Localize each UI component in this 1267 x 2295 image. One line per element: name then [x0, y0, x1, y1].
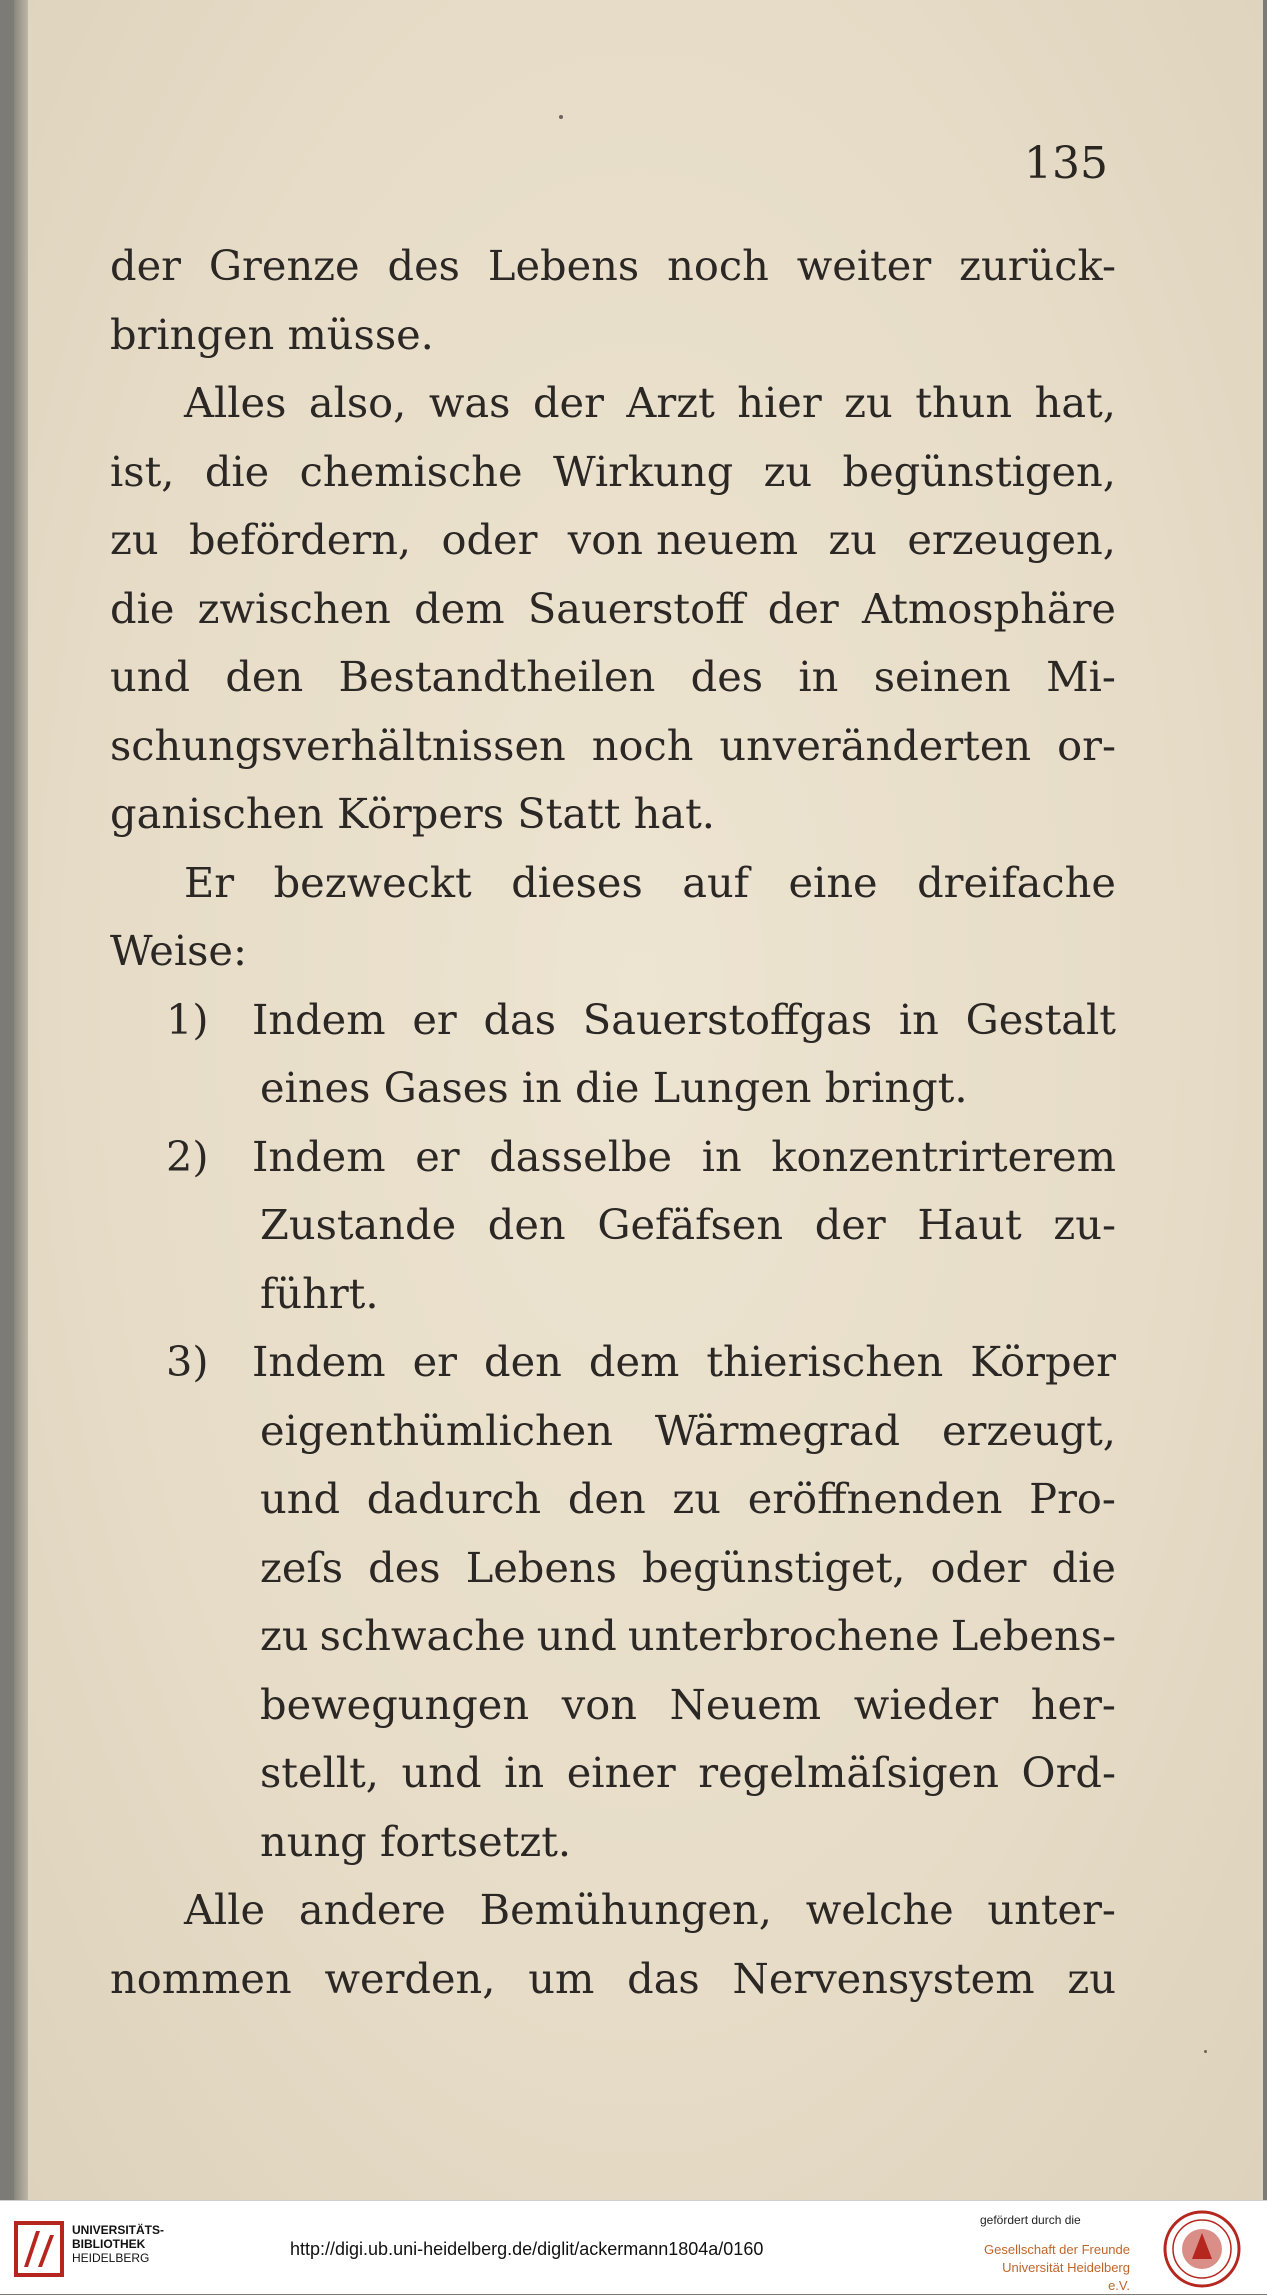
- word: or-: [1057, 720, 1116, 770]
- word: Haut: [917, 1200, 1022, 1249]
- word: thun: [915, 378, 1013, 427]
- word: zu: [844, 378, 893, 427]
- word: in: [898, 994, 939, 1044]
- word: welche: [805, 1885, 954, 1934]
- word: noch: [591, 720, 694, 770]
- text-line: [110, 1876, 1116, 1945]
- word: Arzt: [626, 378, 715, 427]
- word: den: [484, 1337, 562, 1386]
- text-line: [110, 369, 1116, 438]
- word: Grenze: [208, 241, 360, 290]
- page-edge: [14, 0, 28, 2200]
- text-line: [110, 575, 1116, 644]
- word: zu: [110, 515, 159, 564]
- word: einer: [566, 1748, 676, 1797]
- word: zu: [1067, 1953, 1116, 2003]
- word: zu-: [1053, 1200, 1116, 1249]
- word: Wirkung: [552, 446, 734, 496]
- text-line: [252, 986, 1116, 1055]
- word: Atmosphäre: [862, 583, 1116, 633]
- word: stellt,: [260, 1748, 379, 1797]
- word: Mi-: [1046, 652, 1116, 701]
- word: nung fortsetzt.: [260, 1816, 572, 1866]
- word: er: [412, 994, 457, 1044]
- word: Bemühungen,: [479, 1885, 772, 1934]
- word: Pro-: [1029, 1474, 1116, 1523]
- word: chemische: [299, 446, 523, 496]
- text-line: [110, 1945, 1116, 2014]
- text-line: [110, 712, 1116, 781]
- word: dasselbe: [489, 1131, 673, 1181]
- word: Er: [184, 857, 235, 907]
- word: des: [368, 1542, 441, 1592]
- text-line: [110, 849, 1116, 918]
- word: Gefäfsen: [597, 1200, 784, 1249]
- text-line: [110, 1397, 1116, 1466]
- word: Sauerstoffgas: [582, 994, 873, 1044]
- word: zu: [672, 1474, 722, 1523]
- word: des: [690, 652, 764, 701]
- word: und: [536, 1611, 617, 1660]
- word: er: [415, 1131, 460, 1181]
- word: seinen: [873, 652, 1011, 701]
- word: zu: [828, 515, 877, 564]
- word: dreifache: [917, 857, 1116, 907]
- word: erzeugt,: [942, 1405, 1116, 1455]
- page-number: 135: [1024, 138, 1108, 189]
- word: bringen müsse.: [110, 309, 434, 359]
- society-name-line1: Gesellschaft der Freunde: [984, 2242, 1130, 2257]
- text-line: [110, 232, 1116, 301]
- word: die: [1051, 1542, 1116, 1592]
- list-item-number: 1): [166, 994, 209, 1044]
- list-item-number: 3): [166, 1337, 209, 1386]
- word: das: [627, 1953, 700, 2003]
- funded-by-label: gefördert durch die: [980, 2213, 1081, 2227]
- word: Körper: [970, 1337, 1116, 1386]
- word: regelmäſsigen: [698, 1748, 999, 1797]
- word: erzeugen,: [907, 515, 1116, 564]
- word: den: [567, 1474, 646, 1523]
- word: das: [483, 994, 557, 1044]
- word: Weise:: [110, 926, 247, 975]
- university-seal-icon: [1162, 2209, 1242, 2289]
- word: konzentrirterem: [771, 1131, 1116, 1181]
- society-name-line2: Universität Heidelberg e.V.: [1002, 2260, 1130, 2293]
- text-line: [110, 780, 1116, 849]
- word: die: [110, 583, 175, 633]
- list-item-first-line: [110, 1328, 1116, 1397]
- word: und: [260, 1474, 341, 1523]
- text-line: [252, 1123, 1116, 1192]
- word: um: [528, 1953, 595, 2003]
- word: der: [814, 1200, 886, 1249]
- word: zu: [763, 446, 813, 496]
- word: auf: [682, 857, 750, 907]
- word: die: [204, 446, 270, 496]
- word: Alles: [184, 378, 287, 427]
- word: und: [401, 1748, 482, 1797]
- scanned-page: [14, 0, 1263, 2200]
- word: von neuem: [567, 515, 799, 564]
- word: begünstigen,: [842, 446, 1116, 496]
- word: nommen: [110, 1953, 292, 2003]
- word: bewegungen: [260, 1679, 530, 1729]
- word: dadurch: [366, 1474, 542, 1523]
- word: Indem: [252, 1337, 386, 1386]
- word: den: [487, 1200, 566, 1249]
- text-line: [110, 506, 1116, 575]
- word: Indem: [252, 994, 386, 1044]
- word: dem: [588, 1337, 680, 1386]
- word: zeſs: [260, 1542, 344, 1592]
- word: von: [561, 1679, 637, 1729]
- word: unterbrochene: [627, 1611, 940, 1660]
- word: ist,: [110, 446, 175, 496]
- library-name-line2: BIBLIOTHEK: [72, 2237, 146, 2251]
- word: des: [387, 241, 460, 290]
- library-name-line3: HEIDELBERG: [72, 2251, 150, 2265]
- word: Neuem: [669, 1679, 822, 1729]
- word: Bestandtheilen: [338, 652, 656, 701]
- word: andere: [298, 1885, 446, 1934]
- text-line: [110, 1054, 1116, 1123]
- text-line: [110, 1465, 1116, 1534]
- list-item-first-line: [110, 986, 1116, 1055]
- text-line: [110, 1534, 1116, 1603]
- word: dem: [414, 583, 505, 633]
- word: führt.: [260, 1268, 379, 1318]
- permalink-url[interactable]: http://digi.ub.uni-heidelberg.de/diglit/ackermann1804a/0160: [290, 2239, 764, 2259]
- word: Gestalt: [965, 994, 1116, 1044]
- word: in: [798, 652, 839, 701]
- word: bezweckt: [273, 857, 472, 907]
- word: eine: [788, 857, 878, 907]
- word: Zustande: [260, 1200, 457, 1249]
- word: wieder: [853, 1679, 999, 1729]
- word: hat,: [1034, 378, 1116, 427]
- word: er: [412, 1337, 458, 1386]
- text-line: [252, 1328, 1116, 1397]
- word: oder: [441, 515, 538, 564]
- word: zwischen: [197, 583, 391, 633]
- word: unter-: [987, 1885, 1116, 1934]
- word: eröffnenden: [747, 1474, 1003, 1523]
- footer-bar: [0, 2200, 1267, 2294]
- word: und: [110, 652, 191, 701]
- text-line: [110, 1191, 1116, 1260]
- word: zurück-: [959, 241, 1116, 290]
- word: Lebens: [487, 241, 640, 290]
- text-line: [110, 1808, 1116, 1877]
- word: zu: [260, 1611, 309, 1660]
- word: den: [225, 652, 304, 701]
- word: der: [532, 378, 604, 427]
- word: noch: [667, 241, 769, 290]
- word: Sauerstoff: [527, 583, 745, 633]
- word: thierischen: [706, 1337, 944, 1386]
- word: Indem: [252, 1131, 386, 1181]
- word: dieses: [511, 857, 643, 907]
- word: Alle: [184, 1885, 266, 1934]
- word: unveränderten: [719, 720, 1032, 770]
- word: Lebens: [465, 1542, 617, 1592]
- word: eigenthümlichen: [260, 1405, 613, 1455]
- text-line: [110, 438, 1116, 507]
- word: schungsverhältnissen: [110, 720, 566, 770]
- word: Ord-: [1021, 1748, 1116, 1797]
- text-line: [110, 1602, 1116, 1671]
- word: Nervensystem: [732, 1953, 1035, 2003]
- society-name: [980, 2241, 1130, 2295]
- list-item-number: 2): [166, 1131, 209, 1181]
- text-line: [110, 1739, 1116, 1808]
- word: befördern,: [188, 515, 412, 564]
- word: Lebens-: [950, 1611, 1116, 1660]
- word: also,: [308, 378, 407, 427]
- word: in: [504, 1748, 545, 1797]
- text-line: [110, 301, 1116, 370]
- body-text: [110, 232, 1116, 2013]
- word: in: [701, 1131, 742, 1181]
- library-name: [72, 2223, 164, 2265]
- word: begünstiget,: [642, 1542, 906, 1592]
- word: oder: [930, 1542, 1027, 1592]
- word: eines Gases in die Lungen bringt.: [260, 1063, 968, 1112]
- word: weiter: [796, 241, 932, 290]
- word: hier: [737, 378, 822, 427]
- text-line: [110, 1671, 1116, 1740]
- library-name-line1: UNIVERSITÄTS-: [72, 2223, 165, 2237]
- text-line: [110, 917, 1116, 986]
- word: ganischen Körpers Statt hat.: [110, 789, 715, 838]
- word: schwache: [319, 1611, 526, 1660]
- word: werden,: [324, 1953, 496, 2003]
- word: der: [767, 583, 839, 633]
- university-library-logo-icon: [14, 2221, 64, 2277]
- word: was: [428, 378, 511, 427]
- text-line: [110, 643, 1116, 712]
- word: der: [110, 241, 181, 290]
- text-line: [110, 1260, 1116, 1329]
- word: her-: [1030, 1679, 1116, 1729]
- list-item-first-line: [110, 1123, 1116, 1192]
- word: Wärmegrad: [654, 1405, 901, 1455]
